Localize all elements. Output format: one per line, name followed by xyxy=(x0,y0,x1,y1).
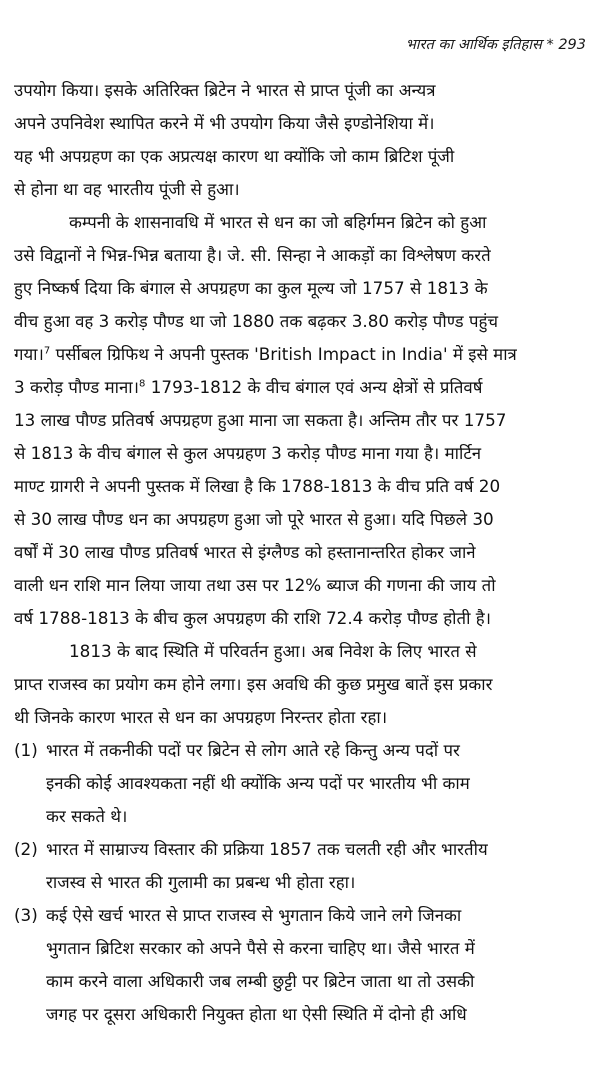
text-line xyxy=(14,371,592,404)
paragraph-drain-estimates xyxy=(14,206,592,635)
list-marker: (3) xyxy=(14,905,38,925)
text-line: कर सकते थे। xyxy=(46,806,128,826)
list-marker: (2) xyxy=(14,839,38,859)
text-line: थी जिनके कारण भारत से धन का अपग्रहण निरन्तर होता रहा। xyxy=(14,707,388,727)
text-line: हुए निष्कर्ष दिया कि बंगाल से अपग्रहण का कुल मूल्य जो 1757 से 1813 के xyxy=(14,278,488,298)
text-line: कम्पनी के शासनावधि में भारत से धन का जो बहिर्गमन ब्रिटेन को हुआ xyxy=(69,212,487,232)
text-line: माण्ट ग्रागरी ने अपनी पुस्तक में लिखा है कि 1788-1813 के वीच प्रति वर्ष 20 xyxy=(14,476,501,496)
text-segment: पर्सीबल ग्रिफिथ ने अपनी पुस्तक 'British Impact in India' में इसे मात्र xyxy=(50,344,517,364)
numbered-list xyxy=(14,734,592,1031)
text-segment: 1793-1812 के वीच बंगाल एवं अन्य क्षेत्रों से प्रतिवर्ष xyxy=(145,377,483,397)
text-line: इनकी कोई आवश्यकता नहीं थी क्योंकि अन्य पदों पर भारतीय भी काम xyxy=(46,773,470,793)
text-line: वीच हुआ वह 3 करोड़ पौण्ड था जो 1880 तक बढ़कर 3.80 करोड़ पौण्ड पहुंच xyxy=(14,311,499,331)
text-line: वर्ष 1788-1813 के बीच कुल अपग्रहण की राशि 72.4 करोड़ पौण्ड होती है। xyxy=(14,608,492,628)
text-line: से 30 लाख पौण्ड धन का अपग्रहण हुआ जो पूरे भारत से हुआ। यदि पिछले 30 xyxy=(14,509,494,529)
text-line: भारत में तकनीकी पदों पर ब्रिटेन से लोग आते रहे किन्तु अन्य पदों पर xyxy=(46,740,460,760)
text-line: यह भी अपग्रहण का एक अप्रत्यक्ष कारण था क्योंकि जो काम ब्रिटिश पूंजी xyxy=(14,146,455,166)
text-line: उपयोग किया। इसके अतिरिक्त ब्रिटेन ने भारत से प्राप्त पूंजी का अन्यत्र xyxy=(14,80,436,100)
page-body xyxy=(14,74,592,1031)
list-item xyxy=(14,734,592,833)
paragraph-continuation xyxy=(14,74,592,206)
header-separator: * xyxy=(541,37,559,53)
text-line: भुगतान ब्रिटिश सरकार को अपने पैसे से करना चाहिए था। जैसे भारत में xyxy=(46,938,475,958)
text-line: अपने उपनिवेश स्थापित करने में भी उपयोग किया जैसे इण्डोनेशिया में। xyxy=(14,113,435,133)
running-title: भारत का आर्थिक इतिहास xyxy=(405,37,542,53)
text-line: राजस्व से भारत की गुलामी का प्रबन्ध भी होता रहा। xyxy=(46,872,356,892)
text-line xyxy=(14,338,592,371)
text-line: भारत में साम्राज्य विस्तार की प्रक्रिया 1857 तक चलती रही और भारतीय xyxy=(46,839,488,859)
list-item xyxy=(14,899,592,1031)
text-line: से 1813 के वीच बंगाल से कुल अपग्रहण 3 करोड़ पौण्ड माना गया है। मार्टिन xyxy=(14,443,482,463)
text-line: 13 लाख पौण्ड प्रतिवर्ष अपग्रहण हुआ माना जा सकता है। अन्तिम तौर पर 1757 xyxy=(14,410,507,430)
text-line: से होना था वह भारतीय पूंजी से हुआ। xyxy=(14,179,240,199)
list-item xyxy=(14,833,592,899)
text-line: 1813 के बाद स्थिति में परिवर्तन हुआ। अब निवेश के लिए भारत से xyxy=(69,641,477,661)
text-segment: 3 करोड़ पौण्ड माना। xyxy=(14,377,139,397)
text-segment: गया। xyxy=(14,344,44,364)
text-line: वाली धन राशि मान लिया जाया तथा उस पर 12% ब्याज की गणना की जाय तो xyxy=(14,575,496,595)
paragraph-after-1813 xyxy=(14,635,592,734)
text-line: काम करने वाला अधिकारी जब लम्बी छुट्टी पर ब्रिटेन जाता था तो उसकी xyxy=(46,971,475,991)
text-line: कई ऐसे खर्च भारत से प्राप्त राजस्व से भुगतान किये जाने लगे जिनका xyxy=(46,905,462,925)
text-line: वर्षों में 30 लाख पौण्ड प्रतिवर्ष भारत से इंग्लैण्ड को हस्तानान्तरित होकर जाने xyxy=(14,542,476,562)
text-line: जगह पर दूसरा अधिकारी नियुक्त होता था ऐसी स्थिति में दोनो ही अधि xyxy=(46,1004,467,1024)
text-line: प्राप्त राजस्व का प्रयोग कम होने लगा। इस अवधि की कुछ प्रमुख बातें इस प्रकार xyxy=(14,674,493,694)
running-header xyxy=(406,34,586,54)
list-marker: (1) xyxy=(14,740,38,760)
footnote-ref: 7 xyxy=(43,345,51,357)
footnote-ref: 8 xyxy=(139,378,146,390)
text-line: उसे विद्वानों ने भिन्न-भिन्न बताया है। जे. सी. सिन्हा ने आकड़ों का विश्लेषण करते xyxy=(14,245,491,265)
page-number: 293 xyxy=(558,37,586,53)
